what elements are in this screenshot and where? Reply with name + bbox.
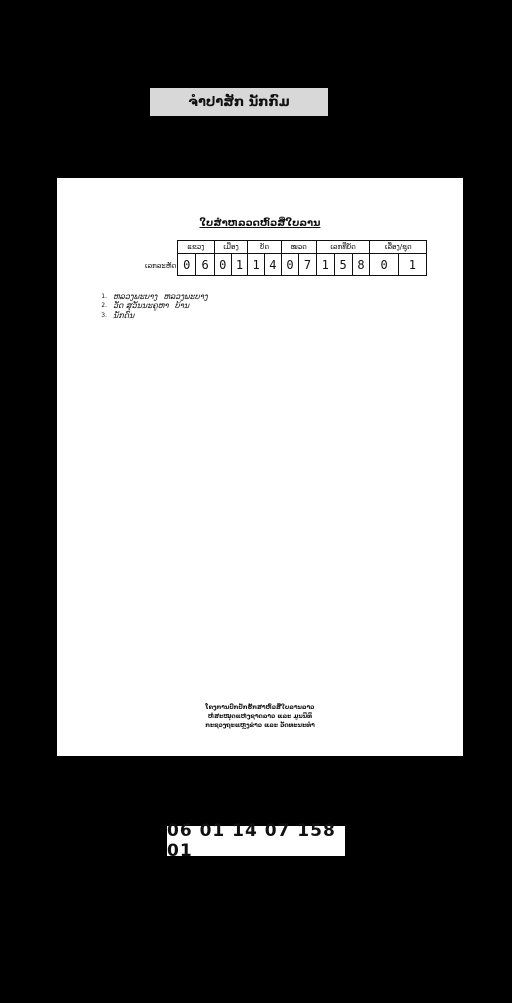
hand-text: ຫລວງພະບາງ xyxy=(163,292,208,301)
hand-text: ບ້ານ xyxy=(174,301,190,311)
form-paper xyxy=(57,178,463,756)
footer-line: ໂຄງການປົກປັກຮັກສາຫົວສີ່ໃບລານລາວ xyxy=(205,704,315,711)
id-digit: 1 xyxy=(316,254,334,276)
id-header: ແຂວງ xyxy=(178,241,215,254)
form-footer xyxy=(57,703,463,730)
id-digit: 5 xyxy=(334,254,352,276)
form-title: ໃບສຳຫລວດຫົວສີ່ໃບລານ xyxy=(199,218,321,229)
footer-line: ກະຊວງຖະແຫຼງຂ່າວ ແລະ ວັດທະນະທຳ xyxy=(205,722,315,729)
id-header: ເລື່ອງ/ຊຸດ xyxy=(370,241,427,254)
form-fields: 1. ຫລວງພະບາງ ຫລວງພະບາງ 2. ວັດ ສຸວັນນະຄູຫາ ບ້ານ 3. ນັກດົນ xyxy=(101,292,208,320)
id-header: ເມືອງ xyxy=(214,241,247,254)
bottom-id-label: 06 01 14 07 158 01 xyxy=(167,826,345,856)
id-header: ເລກທີ່ບັດ xyxy=(316,241,370,254)
id-digit: 0 xyxy=(178,254,196,276)
hand-text: ນັກດົນ xyxy=(113,310,135,320)
id-digit: 1 xyxy=(248,254,265,276)
id-digit: 1 xyxy=(231,254,248,276)
id-digit: 0 xyxy=(214,254,231,276)
id-header: ບັດ xyxy=(248,241,281,254)
id-digit: 0 xyxy=(281,254,299,276)
id-digit: 1 xyxy=(398,254,426,276)
id-digit: 4 xyxy=(264,254,281,276)
hand-text: ວັດ ສຸວັນນະຄູຫາ xyxy=(113,301,169,311)
id-digit: 8 xyxy=(352,254,370,276)
id-digit: 0 xyxy=(370,254,398,276)
id-box xyxy=(177,240,427,276)
id-label: ເລກລະຫັດ xyxy=(145,262,177,270)
hand-text: ຫລວງພະບາງ xyxy=(113,292,158,301)
id-header: ໝວດ xyxy=(281,241,316,254)
footer-line: ຫໍສະໝຸດແຫ່ງຊາດລາວ ແລະ ມູນນິທິ xyxy=(207,713,313,720)
id-digit: 6 xyxy=(196,254,214,276)
id-digit: 7 xyxy=(299,254,317,276)
top-label: ຈຳປາສັກ ນັກກົມ xyxy=(150,88,328,116)
